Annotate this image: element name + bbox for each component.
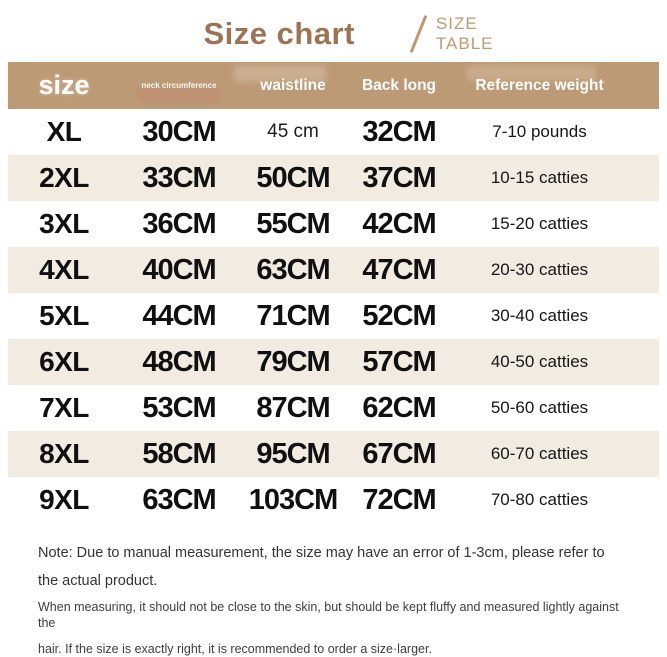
waistline-value: 55CM: [256, 208, 329, 240]
size-cell: [8, 208, 120, 240]
waistline-cell: [238, 438, 348, 471]
table-row: [8, 155, 659, 201]
waistline-value: 63CM: [256, 254, 329, 286]
back-long-value: 32CM: [362, 116, 435, 148]
size-value: 3XL: [39, 208, 89, 239]
notes-section: [38, 544, 627, 657]
waistline-cell: [238, 300, 348, 333]
reference-weight-cell: [450, 352, 659, 372]
size-table: [8, 62, 659, 523]
table-row: [8, 293, 659, 339]
back-long-cell: [348, 254, 450, 287]
back-long-value: 62CM: [362, 392, 435, 424]
size-value: XL: [47, 116, 82, 147]
table-row: [8, 247, 659, 293]
neck-circumference-value: 36CM: [142, 208, 215, 240]
size-value: 5XL: [39, 300, 89, 331]
waistline-cell: [238, 208, 348, 241]
neck-circumference-value: 48CM: [142, 346, 215, 378]
back-long-value: 42CM: [362, 208, 435, 240]
subtitle-line1: SIZE: [436, 14, 494, 34]
waistline-value: 95CM: [256, 438, 329, 470]
table-row: [8, 477, 659, 523]
size-cell: [8, 484, 120, 516]
waistline-value: 50CM: [256, 162, 329, 194]
back-long-cell: [348, 116, 450, 149]
subtitle-line2: TABLE: [436, 34, 494, 54]
header-cell-size: size: [8, 70, 120, 101]
size-value: 9XL: [39, 484, 89, 515]
waistline-value: 87CM: [256, 392, 329, 424]
back-long-cell: [348, 208, 450, 241]
size-value: 7XL: [39, 392, 89, 423]
size-value: 6XL: [39, 346, 89, 377]
size-cell: [8, 392, 120, 424]
neck-circumference-cell: [120, 392, 238, 425]
neck-circumference-cell: [120, 484, 238, 517]
neck-circumference-cell: [120, 116, 238, 149]
neck-circumference-value: 33CM: [142, 162, 215, 194]
size-cell: [8, 116, 120, 148]
waistline-cell: [238, 484, 348, 517]
note-secondary-line1: When measuring, it should not be close to the skin, but should be kept fluffy and measured lightly against the: [38, 600, 627, 631]
note-primary-line2: the actual product.: [38, 572, 627, 590]
neck-circumference-cell: [120, 438, 238, 471]
back-long-value: 72CM: [362, 484, 435, 516]
reference-weight-cell: [450, 122, 659, 142]
back-long-value: 47CM: [362, 254, 435, 286]
reference-weight-value: 20-30 catties: [491, 260, 588, 279]
reference-weight-cell: [450, 168, 659, 188]
waistline-value: 71CM: [256, 300, 329, 332]
table-row: [8, 201, 659, 247]
reference-weight-value: 10-15 catties: [491, 168, 588, 187]
size-cell: [8, 162, 120, 194]
waistline-cell: [238, 254, 348, 287]
size-value: 8XL: [39, 438, 89, 469]
neck-circumference-cell: [120, 254, 238, 287]
slash-divider-icon: [410, 15, 428, 53]
reference-weight-cell: [450, 306, 659, 326]
size-value: 2XL: [39, 162, 89, 193]
note-primary-line1: Note: Due to manual measurement, the size may have an error of 1-3cm, please refer to: [38, 544, 627, 562]
neck-circumference-value: 63CM: [142, 484, 215, 516]
neck-circumference-value: 53CM: [142, 392, 215, 424]
neck-circumference-value: 58CM: [142, 438, 215, 470]
waistline-cell: [238, 162, 348, 195]
header-cell-back-long: Back long: [348, 77, 450, 95]
neck-circumference-cell: [120, 162, 238, 195]
subtitle-size-table: [436, 14, 494, 55]
neck-circumference-cell: [120, 300, 238, 333]
size-cell: [8, 254, 120, 286]
table-row: [8, 339, 659, 385]
waistline-cell: [238, 392, 348, 425]
reference-weight-cell: [450, 398, 659, 418]
back-long-cell: [348, 438, 450, 471]
table-header-row: [8, 62, 659, 109]
back-long-cell: [348, 300, 450, 333]
reference-weight-value: 7-10 pounds: [492, 122, 587, 141]
reference-weight-value: 15-20 catties: [491, 214, 588, 233]
back-long-value: 37CM: [362, 162, 435, 194]
reference-weight-value: 40-50 catties: [491, 352, 588, 371]
reference-weight-value: 50-60 catties: [491, 398, 588, 417]
back-long-cell: [348, 162, 450, 195]
size-value: 4XL: [39, 254, 89, 285]
table-body: [8, 109, 659, 523]
header-cell-waistline: waistline: [238, 77, 348, 95]
back-long-cell: [348, 346, 450, 379]
neck-circumference-cell: [120, 346, 238, 379]
note-secondary-line2: hair. If the size is exactly right, it is recommended to order a size·larger.: [38, 642, 627, 657]
table-row: [8, 431, 659, 477]
back-long-value: 57CM: [362, 346, 435, 378]
size-cell: [8, 438, 120, 470]
table-row: [8, 109, 659, 155]
size-cell: [8, 300, 120, 332]
reference-weight-value: 60-70 catties: [491, 444, 588, 463]
reference-weight-cell: [450, 490, 659, 510]
back-long-cell: [348, 484, 450, 517]
waistline-value: 79CM: [256, 346, 329, 378]
back-long-cell: [348, 392, 450, 425]
reference-weight-cell: [450, 260, 659, 280]
waistline-value: 45 cm: [267, 121, 319, 142]
neck-circumference-value: 44CM: [142, 300, 215, 332]
reference-weight-value: 30-40 catties: [491, 306, 588, 325]
title-section: [0, 0, 667, 62]
neck-circumference-cell: [120, 208, 238, 241]
header-cell-neck-circumference: neck circumference: [120, 81, 238, 90]
neck-circumference-value: 30CM: [142, 116, 215, 148]
waistline-cell: [238, 121, 348, 143]
back-long-value: 67CM: [362, 438, 435, 470]
reference-weight-value: 70-80 catties: [491, 490, 588, 509]
size-cell: [8, 346, 120, 378]
reference-weight-cell: [450, 444, 659, 464]
reference-weight-cell: [450, 214, 659, 234]
back-long-value: 52CM: [362, 300, 435, 332]
waistline-cell: [238, 346, 348, 379]
header-cell-reference-weight: Reference weight: [450, 77, 659, 95]
waistline-value: 103CM: [249, 484, 338, 516]
table-row: [8, 385, 659, 431]
neck-circumference-value: 40CM: [142, 254, 215, 286]
page-title: Size chart: [203, 16, 354, 52]
